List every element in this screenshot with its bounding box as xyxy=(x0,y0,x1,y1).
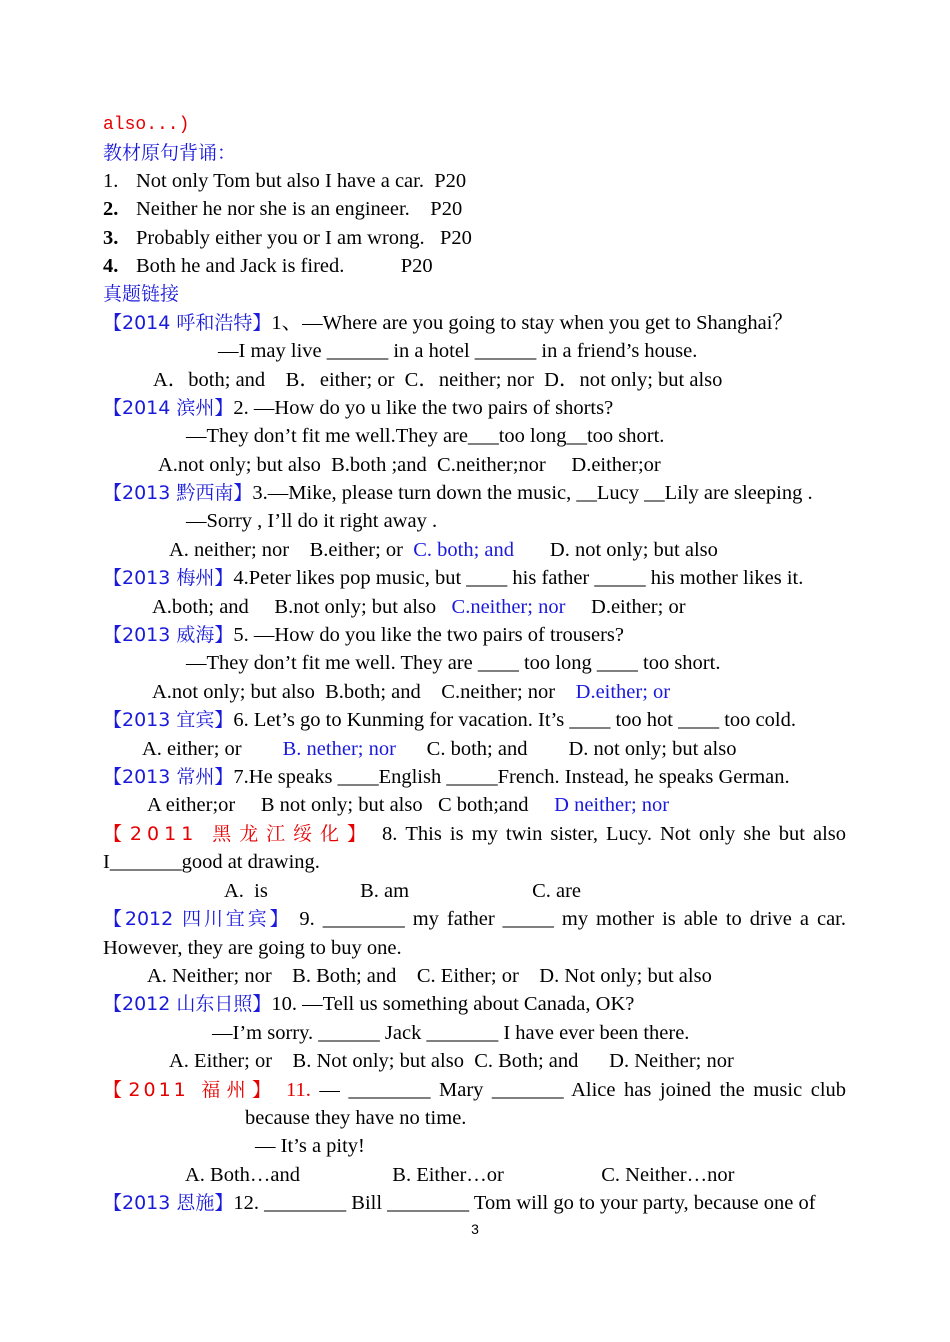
question-8-cont: I_______good at drawing. xyxy=(103,851,320,873)
sentence-text: Both he and Jack is fired. P20 xyxy=(136,255,433,277)
exam-tag: 【2012 山东日照】 xyxy=(103,993,272,1015)
sentence-text: Neither he nor she is an engineer. P20 xyxy=(136,198,463,220)
question-text: 7.He speaks ____English _____French. Instead, he speaks German. xyxy=(233,766,790,788)
question-5-options xyxy=(152,678,670,706)
question-11-reply: — It’s a pity! xyxy=(255,1135,365,1157)
section-title-recite: 教材原句背诵： xyxy=(103,142,237,164)
question-6-options xyxy=(142,735,736,763)
question-1 xyxy=(103,309,793,337)
question-1-reply: —I may live ______ in a hotel ______ in a friend’s house. xyxy=(218,340,698,362)
question-text: 1、—Where are you going to stay when you get to Shanghai？ xyxy=(271,312,793,334)
question-9 xyxy=(103,905,846,933)
sentence-number: 2. xyxy=(103,198,119,220)
question-10-reply: —I’m sorry. ______ Jack _______ I have ever been there. xyxy=(212,1022,690,1044)
question-10 xyxy=(103,990,634,1018)
question-5 xyxy=(103,621,624,649)
question-3 xyxy=(103,479,813,507)
question-7 xyxy=(103,763,790,791)
question-3-reply: —Sorry , I’ll do it right away . xyxy=(186,510,438,532)
question-9-options: A. Neither; nor B. Both; and C. Either; or D. Not only; but also xyxy=(147,965,712,987)
sentence-1 xyxy=(103,167,467,195)
exam-tag: 【2013 黔西南】 xyxy=(103,482,253,504)
option-text: A. neither; nor B.either; or xyxy=(169,539,414,561)
answer-option: C.neither; nor xyxy=(451,596,566,618)
exam-tag: 【2014 呼和浩特】 xyxy=(103,312,272,334)
question-8 xyxy=(103,820,846,848)
question-text: 6. Let’s go to Kunming for vacation. It’s ____ too hot ____ too cold. xyxy=(233,709,796,731)
exam-tag: 【2013 梅州】 xyxy=(103,567,234,589)
question-7-options xyxy=(147,791,669,819)
page-number: 3 xyxy=(471,1221,479,1237)
question-text: — ________ Mary _______ Alice has joined the music club xyxy=(319,1079,847,1101)
sentence-2 xyxy=(103,195,463,223)
question-6 xyxy=(103,706,796,734)
question-2-reply: —They don’t fit me well.They are___too long__too short. xyxy=(186,425,665,447)
sentence-4 xyxy=(103,252,433,280)
option-text: D. not only; but also xyxy=(514,539,718,561)
question-9-cont: However, they are going to buy one. xyxy=(103,937,402,959)
question-3-options xyxy=(169,536,718,564)
question-text: 8. This is my twin sister, Lucy. Not only she but also xyxy=(381,823,846,845)
exam-tag: 【2013 恩施】 xyxy=(103,1192,234,1214)
exam-tag: 【2013 威海】 xyxy=(103,624,234,646)
answer-option: D neither; nor xyxy=(554,794,670,816)
option-text: A.both; and B.not only; but also xyxy=(152,596,452,618)
question-text: 5. —How do you like the two pairs of trousers? xyxy=(233,624,624,646)
answer-option: D.either; or xyxy=(575,681,671,703)
question-4-options xyxy=(152,593,686,621)
question-10-options: A. Either; or B. Not only; but also C. Both; and D. Neither; nor xyxy=(169,1050,734,1072)
section-title-exam: 真题链接 xyxy=(103,283,180,305)
question-number: 11. xyxy=(286,1079,311,1101)
question-11-options: A. Both…and B. Either…or C. Neither…nor xyxy=(185,1164,735,1186)
question-4 xyxy=(103,564,803,592)
question-text: 3.—Mike, please turn down the music, __Lucy __Lily are sleeping . xyxy=(252,482,813,504)
question-1-options: A．both; and B．either; or C．neither; nor D．not only; but also xyxy=(153,369,723,391)
question-5-reply: —They don’t fit me well. They are ____ too long ____ too short. xyxy=(186,652,721,674)
question-text: 10. —Tell us something about Canada, OK? xyxy=(271,993,635,1015)
question-11 xyxy=(103,1076,846,1104)
option-text: D.either; or xyxy=(565,596,686,618)
answer-option: B. nether; nor xyxy=(282,738,396,760)
sentence-number: 3. xyxy=(103,227,119,249)
question-11-cont: because they have no time. xyxy=(245,1107,467,1129)
option-text: A.not only; but also B.both; and C.neither; nor xyxy=(152,681,576,703)
question-2-options: A.not only; but also B.both ;and C.neither;nor D.either;or xyxy=(158,454,661,476)
question-8-options: A. is B. am C. are xyxy=(224,880,582,902)
exam-tag: 【2011 黑龙江绥化】 xyxy=(103,823,374,845)
sentence-number: 1. xyxy=(103,170,119,192)
question-2 xyxy=(103,394,613,422)
sentence-3 xyxy=(103,224,472,252)
question-12 xyxy=(103,1189,816,1217)
answer-option: C. both; and xyxy=(413,539,515,561)
sentence-text: Probably either you or I am wrong. P20 xyxy=(136,227,472,249)
line-also: also...) xyxy=(103,115,190,135)
question-text: 9. ________ my father _____ my mother is able to drive a car. xyxy=(299,908,846,930)
sentence-text: Not only Tom but also I have a car. P20 xyxy=(136,170,467,192)
exam-tag: 【2014 滨州】 xyxy=(103,397,234,419)
option-text: A. either; or xyxy=(142,738,283,760)
exam-tag: 【2013 常州】 xyxy=(103,766,234,788)
exam-tag: 【2013 宜宾】 xyxy=(103,709,234,731)
option-text: A either;or B not only; but also C both;and xyxy=(147,794,555,816)
exam-tag: 【2011 福州】 xyxy=(103,1079,278,1101)
sentence-number: 4. xyxy=(103,255,119,277)
question-text: 4.Peter likes pop music, but ____ his father _____ his mother likes it. xyxy=(233,567,804,589)
question-text: 2. —How do yo u like the two pairs of shorts? xyxy=(233,397,614,419)
exam-tag: 【2012 四川宜宾】 xyxy=(103,908,292,930)
option-text: C. both; and D. not only; but also xyxy=(395,738,737,760)
question-text: 12. ________ Bill ________ Tom will go to your party, because one of xyxy=(233,1192,816,1214)
